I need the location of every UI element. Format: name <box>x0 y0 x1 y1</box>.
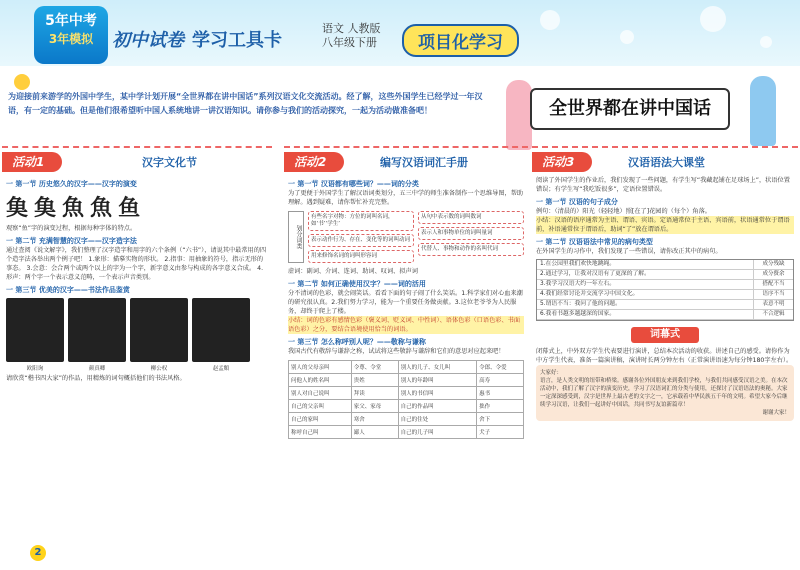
calligrapher-name: 颜真卿 <box>88 366 106 372</box>
table-row: 自己的家叫 寒舍 自己的住处 舍下 <box>289 413 524 426</box>
calligraphy-image <box>192 298 250 372</box>
activity2-section3-title: 一 第三节 怎么称呼别人呢？——敬称与谦称 <box>288 338 426 346</box>
activity1-title: 汉字文化节 <box>142 156 197 169</box>
edition-info <box>322 22 392 50</box>
function-words: 虚词：副词、介词、连词、助词、叹词、拟声词 <box>288 268 418 275</box>
edition-line1: 语文 人教版 <box>322 22 381 35</box>
speech-end: 谢谢大家！ <box>762 410 790 416</box>
decorative-bubbles <box>500 0 800 66</box>
mascot-icon <box>14 74 30 90</box>
tool-card-title: 学习工具卡 <box>192 30 282 51</box>
table-row: 别人的父母亲叫 令尊、令堂 别人的儿子、女儿叫 令郎、令爱 <box>289 361 524 374</box>
calligraphy-image <box>68 298 126 372</box>
closing-body: 闭幕式上，中外双方学生代表要进行演讲，总结本次活动的收获。讲述自己的感受。请你作为中方学生代表，准备一篇演讲稿，演讲时长两分钟左右（正常演讲语速为每分钟180字左右）。 <box>536 348 793 364</box>
example-sentence: 例句：（清晨的）阳光（轻轻地）照[在了]花园的（每个）角落。 <box>536 208 711 215</box>
activity3-title: 汉语语法大课堂 <box>628 156 705 169</box>
activity3-column <box>532 146 798 558</box>
title-bar <box>112 26 282 52</box>
sentence-matching-list <box>536 259 794 321</box>
list-item: 6.我看书越多越越深的国家。 不合逻辑 <box>537 310 793 320</box>
girl-illustration-icon <box>506 80 532 150</box>
activity3-tag: 活动3 <box>532 152 592 172</box>
intro-text: 为迎接前来游学的外国中学生，某中学计划开展“全世界都在讲中国话”系列汉语文化交流活动。经了解，这些外国学生已经学过一年汉语，有一定的基础。但是他们很希望听中国人系统地讲一讲汉语知识。请你参与我们的活动探究，一起为活动做准备吧！ <box>8 92 483 115</box>
activity3-intro: 阅读了外国学生的作业后，我们发现了一些问题，有学生写“我藏起铺在足球场上”，状语位置错误；有学生写“我吃饭很多”，定语位置错误。 <box>536 177 790 193</box>
diagram-label: 划分词类 <box>288 211 304 263</box>
calligrapher-name: 欧阳询 <box>26 366 44 372</box>
diagram-box: 代替人、事物和动作的名叫代词 <box>418 243 524 256</box>
fish-char-5: 鱼 <box>118 195 141 221</box>
activity1-tag: 活动1 <box>2 152 62 172</box>
speech-greeting: 大家好： <box>540 370 563 376</box>
list-item: 1.在公园里我们欢快地跳绳。 成分残缺 <box>537 260 793 270</box>
theme-banner: 全世界都在讲中国话 <box>530 88 730 130</box>
calligrapher-name: 赵孟頫 <box>212 366 230 372</box>
activity3-section2-title: 一 第二节 汉语语法中常见的病句类型 <box>536 238 653 246</box>
fish-char-3: 魚 <box>62 195 85 221</box>
activity1-section1-body: 观察“鱼”字的演变过程，根据每种字体的特点。 <box>6 225 137 232</box>
activity2-section2-title: 一 第二节 如何正确使用汉字？——词的活用 <box>288 280 426 288</box>
activity3-section2-body: 在外国学生的习作中，我们发现了一些错误，请你改正其中的病句。 <box>536 248 722 255</box>
activity3-section1-title: 一 第一节 汉语的句子成分 <box>536 198 618 206</box>
activity3-summary: 小结：汉语的语序通常为主语、谓语、宾语。定语通常位于主语、宾语前，状语通常位于谓语前，补语通常位于谓语后，助词“了”放在谓语后。 <box>536 216 794 234</box>
closing-ceremony-banner: 词幕式 <box>631 327 699 343</box>
activity2-column <box>284 146 528 558</box>
table-row: 问他人的姓名叫 贵姓 别人的年龄叫 高寿 <box>289 374 524 387</box>
brand-badge <box>34 6 108 64</box>
diagram-box: 表示人和事物单位的词叫量词 <box>418 227 524 240</box>
activity1-section2-body: 通过查阅《说文解字》，我们整理了汉字造字和用字的六个条例（“六书”），请说其中最常用的四个造字法各举出两个例子吧！ 1.象形：描摹实物的形状。 2.指事：用抽象的符号，指示无形的事态。 3.会意：会合两个或两个以上的字为一个字，新字意义由参与构成的各字意义合成。 4.形声：两个字一个表示意义范畴，一个表示声音类别。 <box>6 247 267 281</box>
activity1-section3-body: 请欣赏“楷书四大家”的作品，用精炼的词句概括他们的书法风格。 <box>6 375 186 382</box>
word-class-diagram <box>288 211 524 263</box>
activity1-section1-title: 一 第一节 历史悠久的汉字——汉字的演变 <box>6 180 137 188</box>
calligraphy-gallery <box>6 298 268 372</box>
fish-evolution <box>6 191 268 222</box>
diagram-box: 用来修饰名词的词叫形容词 <box>308 250 414 263</box>
activity1-section3-title: 一 第三节 优美的汉字——书法作品鉴赏 <box>6 286 130 294</box>
calligraphy-image <box>6 298 64 372</box>
badge-line1: 5年中考 <box>45 13 97 29</box>
page-number: 2 <box>30 545 46 561</box>
list-item: 3.我学习汉语大约一年左右。 搭配不当 <box>537 280 793 290</box>
fish-char-2: 𩵋 <box>34 195 57 221</box>
activity1-section2-title: 一 第二节 充满智慧的汉字——汉字造字法 <box>6 237 137 245</box>
list-item: 4.我们经常讨论并交流学习中国文化。 语序不当 <box>537 290 793 300</box>
diagram-box: 有些名字对物：方位的词叫名词，如‘书’‘学生’ <box>308 211 414 231</box>
badge-line2: 3年模拟 <box>48 32 94 46</box>
diagram-box: 从句中表示数的词叫数词 <box>418 211 524 224</box>
diagram-box: 表示动作行为、存在、变化等的词叫动词 <box>308 234 414 247</box>
activity2-section2-body: 分不清词的色彩，就会闹笑话。看看下面的句子闹了什么笑话。1.科学家们对心血来潮的研究很认真。2.我们努力学习，能为一个重要任务做贡献。3.这位老爷爷为人民服务，却终于爬上了楼。 <box>288 290 523 315</box>
list-item: 2.通过学习，让我对汉语有了更深的了解。 成分赘余 <box>537 270 793 280</box>
list-item: 5.谓语不当：我问了他的问题。 表意不明 <box>537 300 793 310</box>
activity2-summary: 小结：词的色彩有感情色彩（褒义词、贬义词、中性词）、语体色彩（口语色彩、书面语色彩）之分，要结合语境使用恰当的词语。 <box>288 316 524 334</box>
table-row: 别人对自己说叫 拜读 别人的书信叫 惠书 <box>289 387 524 400</box>
activity2-title: 编写汉语词汇手册 <box>380 156 468 169</box>
speech-body: 语言，是人类文明的纽带和桥梁。感谢各位外国朋友来到我们学校，与我们共同感受汉语之美。在本次活动中，我们了解了汉字的演变历史，学习了汉语词汇的分类与使用，还探讨了汉语语法的奥秘。大家一定深深感受到，汉字是世界上最古老的文字之一，它承载着中华民族五千年的文明。希望大家今后继续学习汉语，让我们一起讲好中国话，共同书写友谊新篇章！ <box>540 378 788 408</box>
activity2-section3-body: 我国古代有敬辞与谦辞之称，试试将这些敬辞与谦辞和它们的意思对应起来吧！ <box>288 348 505 355</box>
fish-char-1: 𩵋 <box>6 195 29 221</box>
edition-line2: 八年级下册 <box>322 36 377 49</box>
calligrapher-name: 柳公权 <box>150 366 168 372</box>
activity2-section1-title: 一 第一节 汉语都有哪些词？——词的分类 <box>288 180 419 188</box>
calligraphy-image <box>130 298 188 372</box>
page-header <box>0 0 800 66</box>
project-label: 项目化学习 <box>402 24 519 57</box>
table-row: 称呼自己叫 鄙人 自己的儿子叫 犬子 <box>289 426 524 439</box>
speech-draft <box>536 365 794 421</box>
activity2-section1-body: 为了更便于外国学生了解汉语词类划分，五三中学的师生准备制作一个思维导图，帮助理解。遇到疑难，请你帮忙补充完整。 <box>288 190 524 206</box>
fish-char-4: 魚 <box>90 195 113 221</box>
boy-illustration-icon <box>750 76 776 146</box>
series-title: 初中试卷 <box>112 30 184 51</box>
table-row: 自己的父亲叫 家父、家母 自己的作品叫 拙作 <box>289 400 524 413</box>
activity1-column <box>2 146 272 558</box>
activity2-tag: 活动2 <box>284 152 344 172</box>
honorific-table <box>288 360 524 439</box>
